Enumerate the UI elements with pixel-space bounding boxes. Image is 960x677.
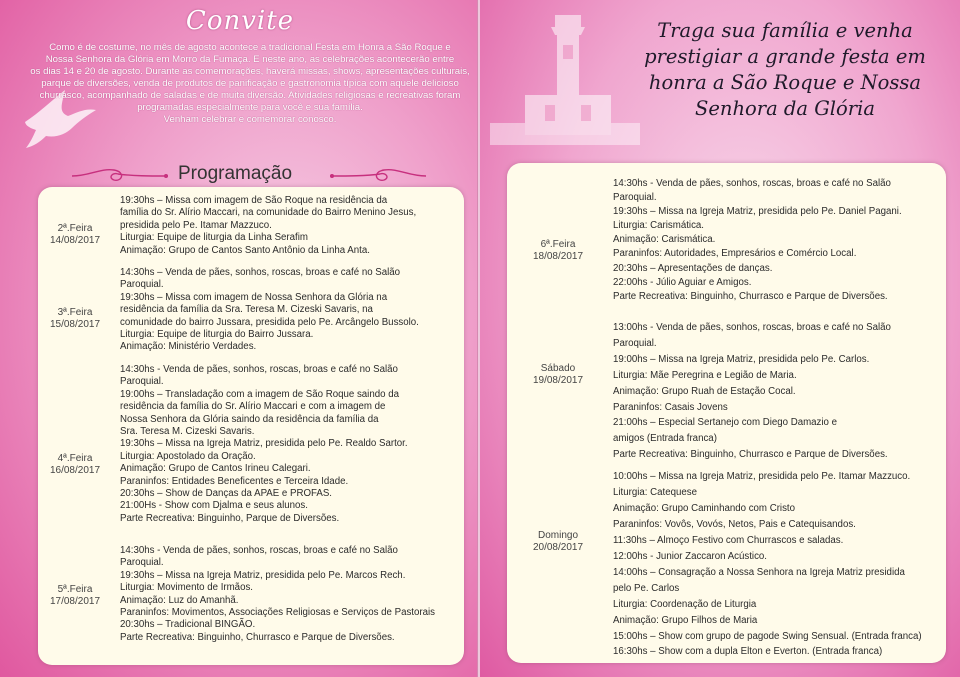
day-events [613, 177, 902, 304]
event-line: Liturgia: Catequese [613, 486, 698, 498]
event-line: 12:00hs - Junior Zaccaron Acústico. [613, 550, 768, 562]
event-line: Liturgia: Equipe de liturgia do Bairro Jussara. [120, 329, 314, 341]
event-line: comunidade do bairro Jussara, presidida pelo Pe. Arcângelo Bussolo. [120, 316, 419, 328]
slogan-line: honra a São Roque e Nossa [648, 71, 922, 94]
event-line: 15:00hs – Show com grupo de pagode Swing Sensual. (Entrada franca) [613, 630, 922, 642]
invitation-line: parque de diversões, venda de produtos de panificação e gastronomia típica com aquele delicioso [41, 78, 459, 89]
event-line: 21:00Hs - Show com Djalma e seus alunos. [120, 500, 308, 512]
day-name: 5ª.Feira [57, 584, 93, 595]
event-line: Parte Recreativa: Binguinho, Churrasco e Parque de Diversões. [613, 290, 888, 302]
day-label [523, 530, 593, 554]
event-line: 14:30hs - Venda de pães, sonhos, roscas, broas e café no Salão [613, 178, 891, 189]
day-events [120, 364, 408, 525]
invitation-title: Convite [185, 6, 295, 36]
event-line: 14:30hs - Venda de pães, sonhos, roscas, broas e café no Salão [120, 364, 398, 375]
schedule-card-left [38, 187, 464, 665]
event-line: residência da família do Sr. Alírio Maccari e com a imagem de [120, 401, 386, 413]
event-line: 14:00hs – Consagração a Nossa Senhora na Igreja Matriz presidida [613, 566, 905, 578]
day-name: Sábado [540, 363, 576, 374]
day-label [523, 239, 593, 263]
flourish-right-icon [328, 164, 428, 186]
event-line: Paroquial. [613, 337, 657, 349]
slogan [620, 18, 950, 122]
event-line: 22:00hs - Júlio Aguiar e Amigos. [613, 276, 752, 288]
event-line: Animação: Grupo Filhos de Maria [613, 614, 758, 626]
day-name: Domingo [537, 530, 579, 541]
invitation-line: programadas especialmente para você e sua família. [137, 102, 363, 113]
slogan-line: Traga sua família e venha [657, 19, 913, 42]
invitation-text [30, 42, 470, 126]
event-line: 19:30hs – Missa com imagem de São Roque na residência da [120, 195, 388, 206]
slogan-line: prestigiar a grande festa em [644, 45, 926, 68]
day-label [44, 453, 106, 477]
event-line: Liturgia: Movimento de Irmãos. [120, 582, 253, 594]
programacao-header [60, 160, 440, 190]
event-line: 19:30hs – Missa na Igreja Matriz, presidida pelo Pe. Marcos Rech. [120, 569, 406, 581]
event-line: 14:30hs – Venda de pães, sonhos, roscas, broas e café no Salão [120, 267, 401, 278]
event-line: pelo Pe. Carlos [613, 582, 680, 594]
day-date: 19/08/2017 [532, 375, 584, 386]
event-line: Paraninfos: Entidades Beneficentes e Terceira Idade. [120, 475, 349, 487]
day-label [44, 307, 106, 331]
day-name: 3ª.Feira [57, 307, 93, 318]
event-line: Liturgia: Apostolado da Oração. [120, 450, 256, 462]
event-line: Paraninfos: Vovôs, Vovós, Netos, Pais e Catequisandos. [613, 518, 856, 530]
event-line: 10:00hs – Missa na Igreja Matriz, presidida pelo Pe. Itamar Mazzuco. [613, 471, 911, 482]
invitation-line: Como é de costume, no mês de agosto acontece a tradicional Festa em Honra a São Roque e [49, 42, 451, 53]
day-events [120, 195, 416, 257]
day-name: 4ª.Feira [57, 453, 93, 464]
day-events [120, 545, 435, 644]
event-line: 19:00hs – Transladação com a imagem de São Roque saindo da [120, 388, 399, 400]
day-date: 15/08/2017 [49, 319, 101, 330]
event-line: Liturgia: Mãe Peregrina e Legião de Maria. [613, 369, 797, 381]
event-line: presidida pelo Pe. Itamar Mazzuco. [120, 219, 272, 231]
day-date: 18/08/2017 [532, 251, 584, 262]
day-label [44, 584, 106, 608]
event-line: 20:30hs – Tradicional BINGÃO. [120, 619, 256, 631]
event-line: 14:30hs - Venda de pães, sonhos, roscas, broas e café no Salão [120, 545, 398, 556]
event-line: 13:00hs - Venda de pães, sonhos, roscas, broas e café no Salão [613, 322, 891, 333]
event-line: Animação: Grupo de Cantos Santo Antônio da Linha Anta. [120, 244, 370, 256]
event-line: Animação: Luz do Amanhã. [120, 594, 239, 606]
event-line: Animação: Ministério Verdades. [120, 341, 257, 353]
schedule-card-right [507, 163, 946, 663]
event-line: Parte Recreativa: Binguinho, Parque de Diversões. [120, 512, 340, 524]
event-line: Paroquial. [120, 376, 164, 388]
event-line: Animação: Carismática. [613, 234, 716, 246]
left-panel [0, 0, 478, 677]
slogan-line: Senhora da Glória [695, 97, 875, 120]
event-line: Nossa Senhora da Glória saindo da residência da família da [120, 413, 379, 425]
event-line: 20:30hs – Show de Danças da APAE e PROFAS. [120, 488, 332, 500]
day-date: 14/08/2017 [49, 235, 101, 246]
event-line: 11:30hs – Almoço Festivo com Churrascos e saladas. [613, 534, 844, 546]
event-line: 19:30hs – Missa na Igreja Matriz, presidida pelo Pe. Realdo Sartor. [120, 438, 408, 450]
event-line: 20:30hs – Apresentações de danças. [613, 262, 773, 274]
invitation-line: os dias 14 e 20 de agosto. Durante as comemorações, haverá missas, shows, apresentações culturais, [30, 66, 470, 77]
day-name: 2ª.Feira [57, 223, 93, 234]
day-events [120, 267, 419, 354]
event-line: Paraninfos: Movimentos, Associações Religiosas e Serviços de Pastorais [120, 607, 435, 619]
day-label [44, 223, 106, 247]
programacao-title: Programação [178, 163, 293, 184]
event-line: Animação: Grupo de Cantos Irineu Calegari. [120, 463, 311, 475]
event-line: 19:00hs – Missa na Igreja Matriz, presidida pelo Pe. Carlos. [613, 353, 870, 365]
event-line: Paroquial. [120, 557, 164, 569]
invitation-line: Nossa Senhora da Glória em Morro da Fumaça. E neste ano, as celebrações acontecerão entre [45, 54, 455, 65]
event-line: Paroquial. [613, 192, 657, 204]
event-line: 19:30hs – Missa na Igreja Matriz, presidida pelo Pe. Daniel Pagani. [613, 206, 902, 218]
invitation-line: churrasco, acompanhado de saladas e de muita diversão. Atividades religiosas e recreativas foram [39, 90, 461, 101]
event-line: residência da família da Sra. Teresa M. Cizeski Savaris, na [120, 304, 373, 316]
event-line: família do Sr. Alírio Maccari, na comunidade do Bairro Menino Jesus, [120, 207, 417, 219]
event-line: 16:30hs – Show com a dupla Elton e Everton. (Entrada franca) [613, 646, 883, 658]
event-line: Paraninfos: Autoridades, Empresários e Comércio Local. [613, 248, 857, 260]
day-date: 17/08/2017 [49, 596, 101, 607]
day-name: 6ª.Feira [540, 239, 576, 250]
event-line: Liturgia: Coordenação de Liturgia [613, 598, 757, 610]
event-line: Parte Recreativa: Binguinho, Churrasco e Parque de Diversões. [613, 449, 888, 461]
event-line: Animação: Grupo Caminhando com Cristo [613, 502, 795, 514]
day-label [523, 363, 593, 387]
event-line: 21:00hs – Especial Sertanejo com Diego Damazio e [613, 417, 838, 429]
day-events [613, 469, 922, 660]
event-line: Paraninfos: Casais Jovens [613, 401, 728, 413]
event-line: amigos (Entrada franca) [613, 433, 717, 445]
day-date: 16/08/2017 [49, 465, 101, 476]
day-events [613, 320, 891, 463]
event-line: Parte Recreativa: Binguinho, Churrasco e Parque de Diversões. [120, 631, 395, 643]
event-line: 19:30hs – Missa com imagem de Nossa Senhora da Glória na [120, 291, 388, 303]
event-line: Liturgia: Equipe de liturgia da Linha Serafim [120, 232, 308, 244]
flourish-left-icon [70, 164, 170, 186]
event-line: Liturgia: Carismática. [613, 220, 704, 232]
invitation-line: Venham celebrar e comemorar conosco. [163, 114, 337, 125]
event-line: Animação: Grupo Ruah de Estação Cocal. [613, 385, 796, 397]
day-date: 20/08/2017 [532, 542, 584, 553]
event-line: Paroquial. [120, 279, 164, 291]
event-line: Sra. Teresa M. Cizeski Savaris. [120, 426, 255, 438]
